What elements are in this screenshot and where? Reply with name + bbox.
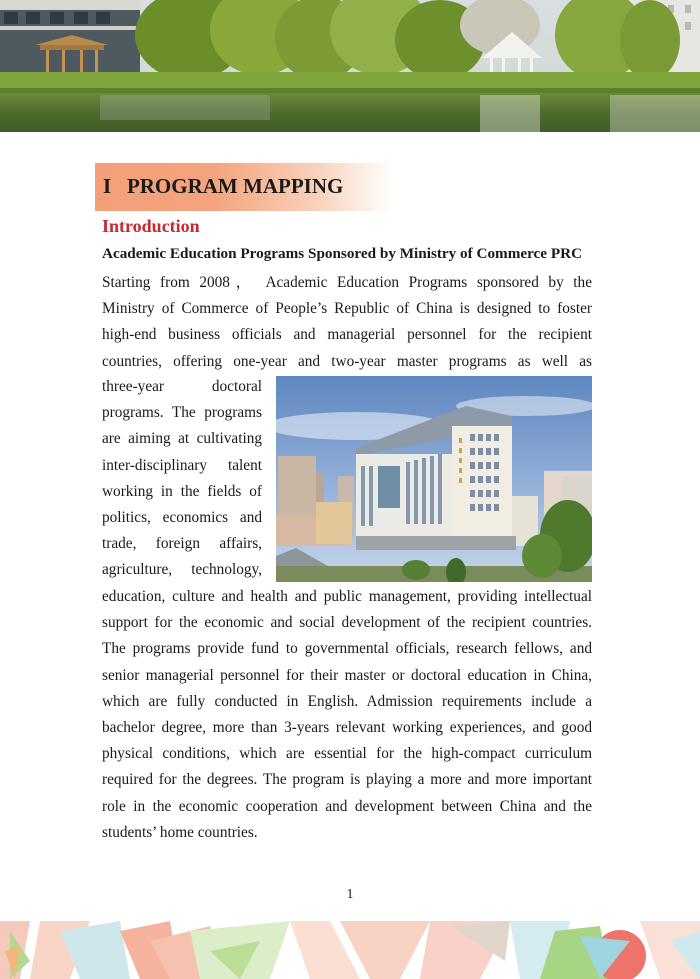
campus-lake-banner-image xyxy=(0,0,700,135)
body-line: senior managerial personnel for their master or doctoral education in China, xyxy=(102,666,592,684)
body-line: which are fully conducted in English. Admission requirements include a xyxy=(102,692,592,710)
body-line: bachelor degree, more than 3-years relevant working experiences, and good xyxy=(102,718,592,736)
body-line: Ministry of Commerce of People’s Republic of China is designed to foster xyxy=(102,300,592,318)
introduction-heading: Introduction xyxy=(102,216,200,236)
decorative-footer-pattern xyxy=(0,921,700,979)
body-line: inter-disciplinary talent xyxy=(102,456,262,474)
body-paragraph-top xyxy=(102,270,592,375)
body-line: are aiming at cultivating xyxy=(102,430,262,448)
body-line: physical conditions, which are essential for the high-compact curriculum xyxy=(102,745,592,763)
body-line: politics, economics and xyxy=(102,508,262,526)
body-line: required for the degrees. The program is playing a more and more important xyxy=(102,771,592,789)
body-line: education, culture and health and public management, providing intellectual xyxy=(102,588,592,605)
body-line: role in the economic cooperation and development between China and the xyxy=(102,797,592,815)
body-line: Starting from 2008， Academic Education Programs sponsored by the xyxy=(102,274,592,291)
section-title xyxy=(103,174,343,199)
section-header-bar xyxy=(95,163,393,211)
body-line: countries, offering one-year and two-year master programs as well as xyxy=(102,352,592,370)
body-line: programs. The programs xyxy=(102,404,262,422)
body-line: high-end business officials and managerial personnel for the recipient xyxy=(102,326,592,344)
program-heading: Academic Education Programs Sponsored by Ministry of Commerce PRC xyxy=(102,245,583,262)
body-line: The programs provide fund to governmental officials, research fellows, and xyxy=(102,640,592,658)
body-paragraph-side xyxy=(102,374,262,584)
body-line: support for the economic and social development of the recipient countries. xyxy=(102,614,592,632)
section-title-text: PROGRAM MAPPING xyxy=(126,174,344,198)
page-number: 1 xyxy=(346,887,354,902)
section-number: I xyxy=(103,174,112,198)
university-building-photo xyxy=(276,376,592,582)
body-line: agriculture, technology, xyxy=(102,561,262,579)
body-line: students’ home countries. xyxy=(102,823,258,841)
body-line: three-year doctoral xyxy=(102,378,262,395)
body-paragraph-bottom xyxy=(102,584,592,846)
body-line: working in the fields of xyxy=(102,482,262,500)
body-line: trade, foreign affairs, xyxy=(102,535,262,553)
